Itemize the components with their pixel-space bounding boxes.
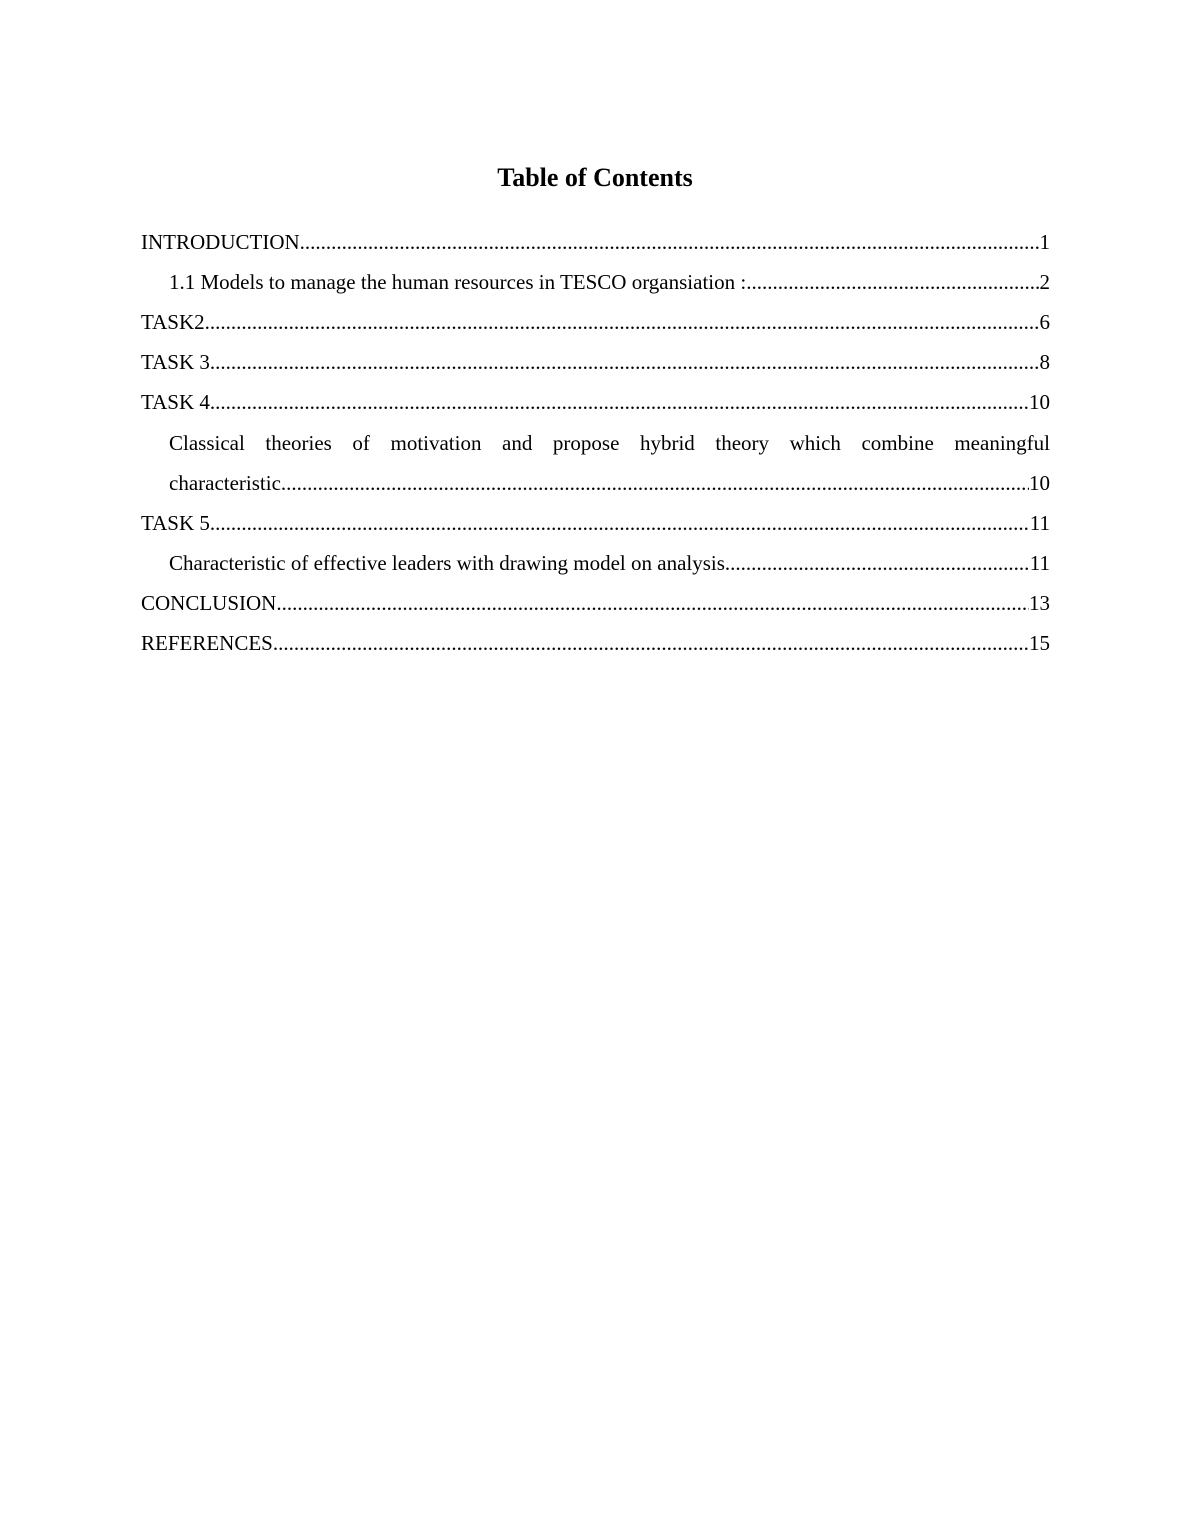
toc-entry[interactable]: TASK 4 ..... 10 — [141, 383, 1050, 423]
toc-entry[interactable]: INTRODUCTION ..... 1 — [141, 222, 1050, 262]
toc-entry[interactable]: REFERENCES ..... 15 — [141, 624, 1050, 664]
toc-entry[interactable]: 1.1 Models to manage the human resources in TESCO organsiation : ..... 2 — [141, 262, 1050, 302]
toc-entry[interactable]: TASK 3 ..... 8 — [141, 343, 1050, 383]
toc-entry[interactable]: TASK 5 ..... 11 — [141, 503, 1050, 543]
toc-entry[interactable]: CONCLUSION ..... 13 — [141, 584, 1050, 624]
toc-entry[interactable]: TASK2 ..... 6 — [141, 302, 1050, 342]
toc-list — [141, 222, 1050, 664]
toc-entry-line1[interactable]: Classical theories of motivation and propose hybrid theory which combine meaningful — [169, 430, 1050, 455]
toc-entry[interactable]: characteristic ..... 10 — [141, 463, 1050, 503]
toc-entry[interactable]: Characteristic of effective leaders with drawing model on analysis ..... 11 — [141, 544, 1050, 584]
toc-title: Table of Contents — [497, 163, 693, 192]
